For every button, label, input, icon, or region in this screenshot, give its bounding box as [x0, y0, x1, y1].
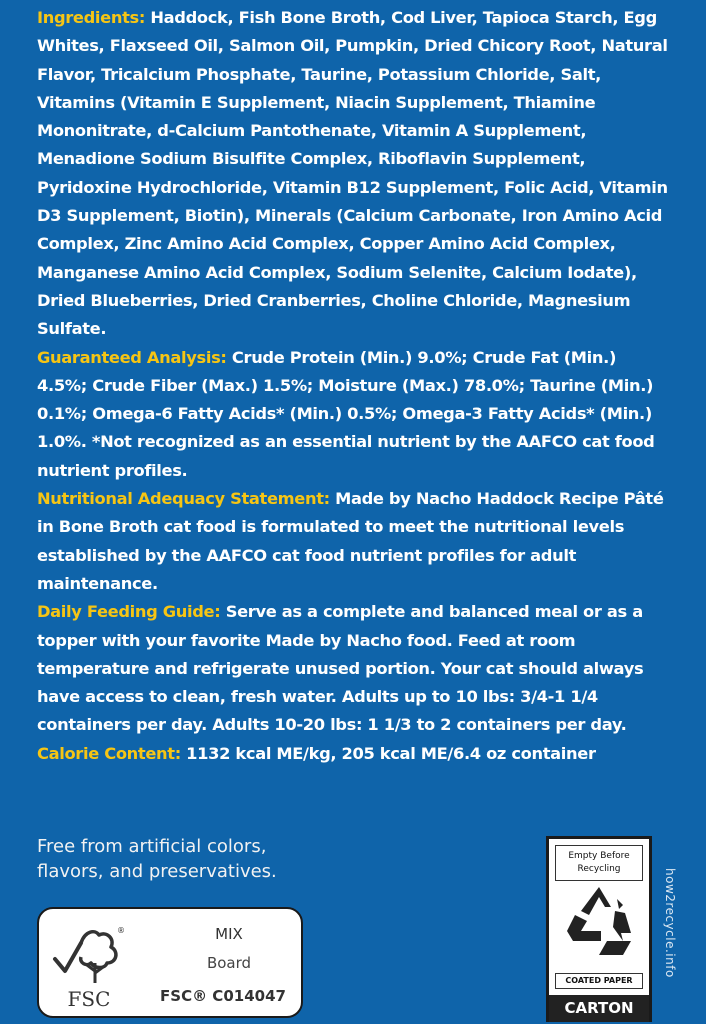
empty-before-recycling-box — [555, 845, 643, 881]
analysis-text: Crude Protein (Min.) 9.0%; Crude Fat (Min.) 4.5%; Crude Fiber (Max.) 1.5%; Moisture (Max.) 78.0%; Taurine (Min.) 0.1%; Omega-6 Fatty Acids* (Min.) 0.5%; Omega-3 Fatty Acids* (Min.) 1.0%. *Not recognized as an essential nutrient by the AAFCO cat food nutrient profiles. — [37, 347, 655, 480]
adequacy-text: Made by Nacho Haddock Recipe Pâté in Bone Broth cat food is formulated to meet the nutritional levels established by the AAFCO cat food nutrient profiles for adult maintenance. — [37, 489, 664, 593]
analysis-paragraph — [37, 344, 669, 485]
empty-before-line-1: Empty Before — [568, 851, 630, 861]
fsc-license-code: FSC® C014047 — [160, 987, 286, 1005]
carton-label: CARTON — [549, 995, 649, 1022]
fsc-board-label: Board — [206, 954, 252, 972]
feeding-heading: Daily Feeding Guide: — [37, 602, 221, 622]
fsc-certification-badge — [37, 907, 303, 1018]
fsc-registered-mark: ® — [117, 926, 125, 935]
coated-paper-label: COATED PAPER — [555, 973, 643, 989]
free-from-line-2: flavors, and preservatives. — [37, 861, 277, 882]
nutrition-panel — [37, 4, 669, 768]
fsc-mix-label: MIX — [215, 925, 243, 943]
feeding-text: Serve as a complete and balanced meal or as a topper with your favorite Made by Nacho food. Feed at room temperature and refrigerate unused portion. Your cat should always have access to clean, fresh water. Adults up to 10 lbs: 3/4-1 1/4 containers per day. Adults 10-20 lbs: 1 1/3 to 2 containers per day. — [37, 602, 644, 735]
calorie-paragraph — [37, 740, 669, 768]
recycle-website-text: how2recycle.info — [663, 868, 677, 978]
adequacy-paragraph — [37, 485, 669, 598]
calorie-text: 1132 kcal ME/kg, 205 kcal ME/6.4 oz container — [180, 743, 596, 763]
adequacy-heading: Nutritional Adequacy Statement: — [37, 489, 330, 509]
free-from-line-1: Free from artificial colors, — [37, 836, 267, 857]
fsc-tree-checkmark-icon — [51, 923, 127, 989]
calorie-heading: Calorie Content: — [37, 743, 181, 763]
fsc-logo-word: FSC — [67, 987, 111, 1011]
feeding-paragraph — [37, 598, 669, 739]
ingredients-paragraph — [37, 4, 669, 344]
recycling-label — [546, 836, 652, 1022]
recycle-arrows-icon — [559, 881, 639, 963]
ingredients-text: Haddock, Fish Bone Broth, Cod Liver, Tapioca Starch, Egg Whites, Flaxseed Oil, Salmon Oil, Pumpkin, Dried Chicory Root, Natural Flavor, Tricalcium Phosphate, Taurine, Potassium Chloride, Salt, Vitamins (Vitamin E Supplement, Niacin Supplement, Thiamine Mononitrate, d-Calcium Pantothenate, Vitamin A Supplement, Menadione Sodium Bisulfite Complex, Riboflavin Supplement, Pyridoxine Hydrochloride, Vitamin B12 Supplement, Folic Acid, Vitamin D3 Supplement, Biotin), Minerals (Calcium Carbonate, Iron Amino Acid Complex, Zinc Amino Acid Complex, Copper Amino Acid Complex, Manganese Amino Acid Complex, Sodium Selenite, Calcium Iodate), Dried Blueberries, Dried Cranberries, Choline Chloride, Magnesium Sulfate. — [37, 8, 668, 339]
analysis-heading: Guaranteed Analysis: — [37, 347, 227, 367]
free-from-statement — [37, 834, 277, 884]
ingredients-heading: Ingredients: — [37, 8, 146, 27]
empty-before-line-2: Recycling — [577, 864, 621, 874]
